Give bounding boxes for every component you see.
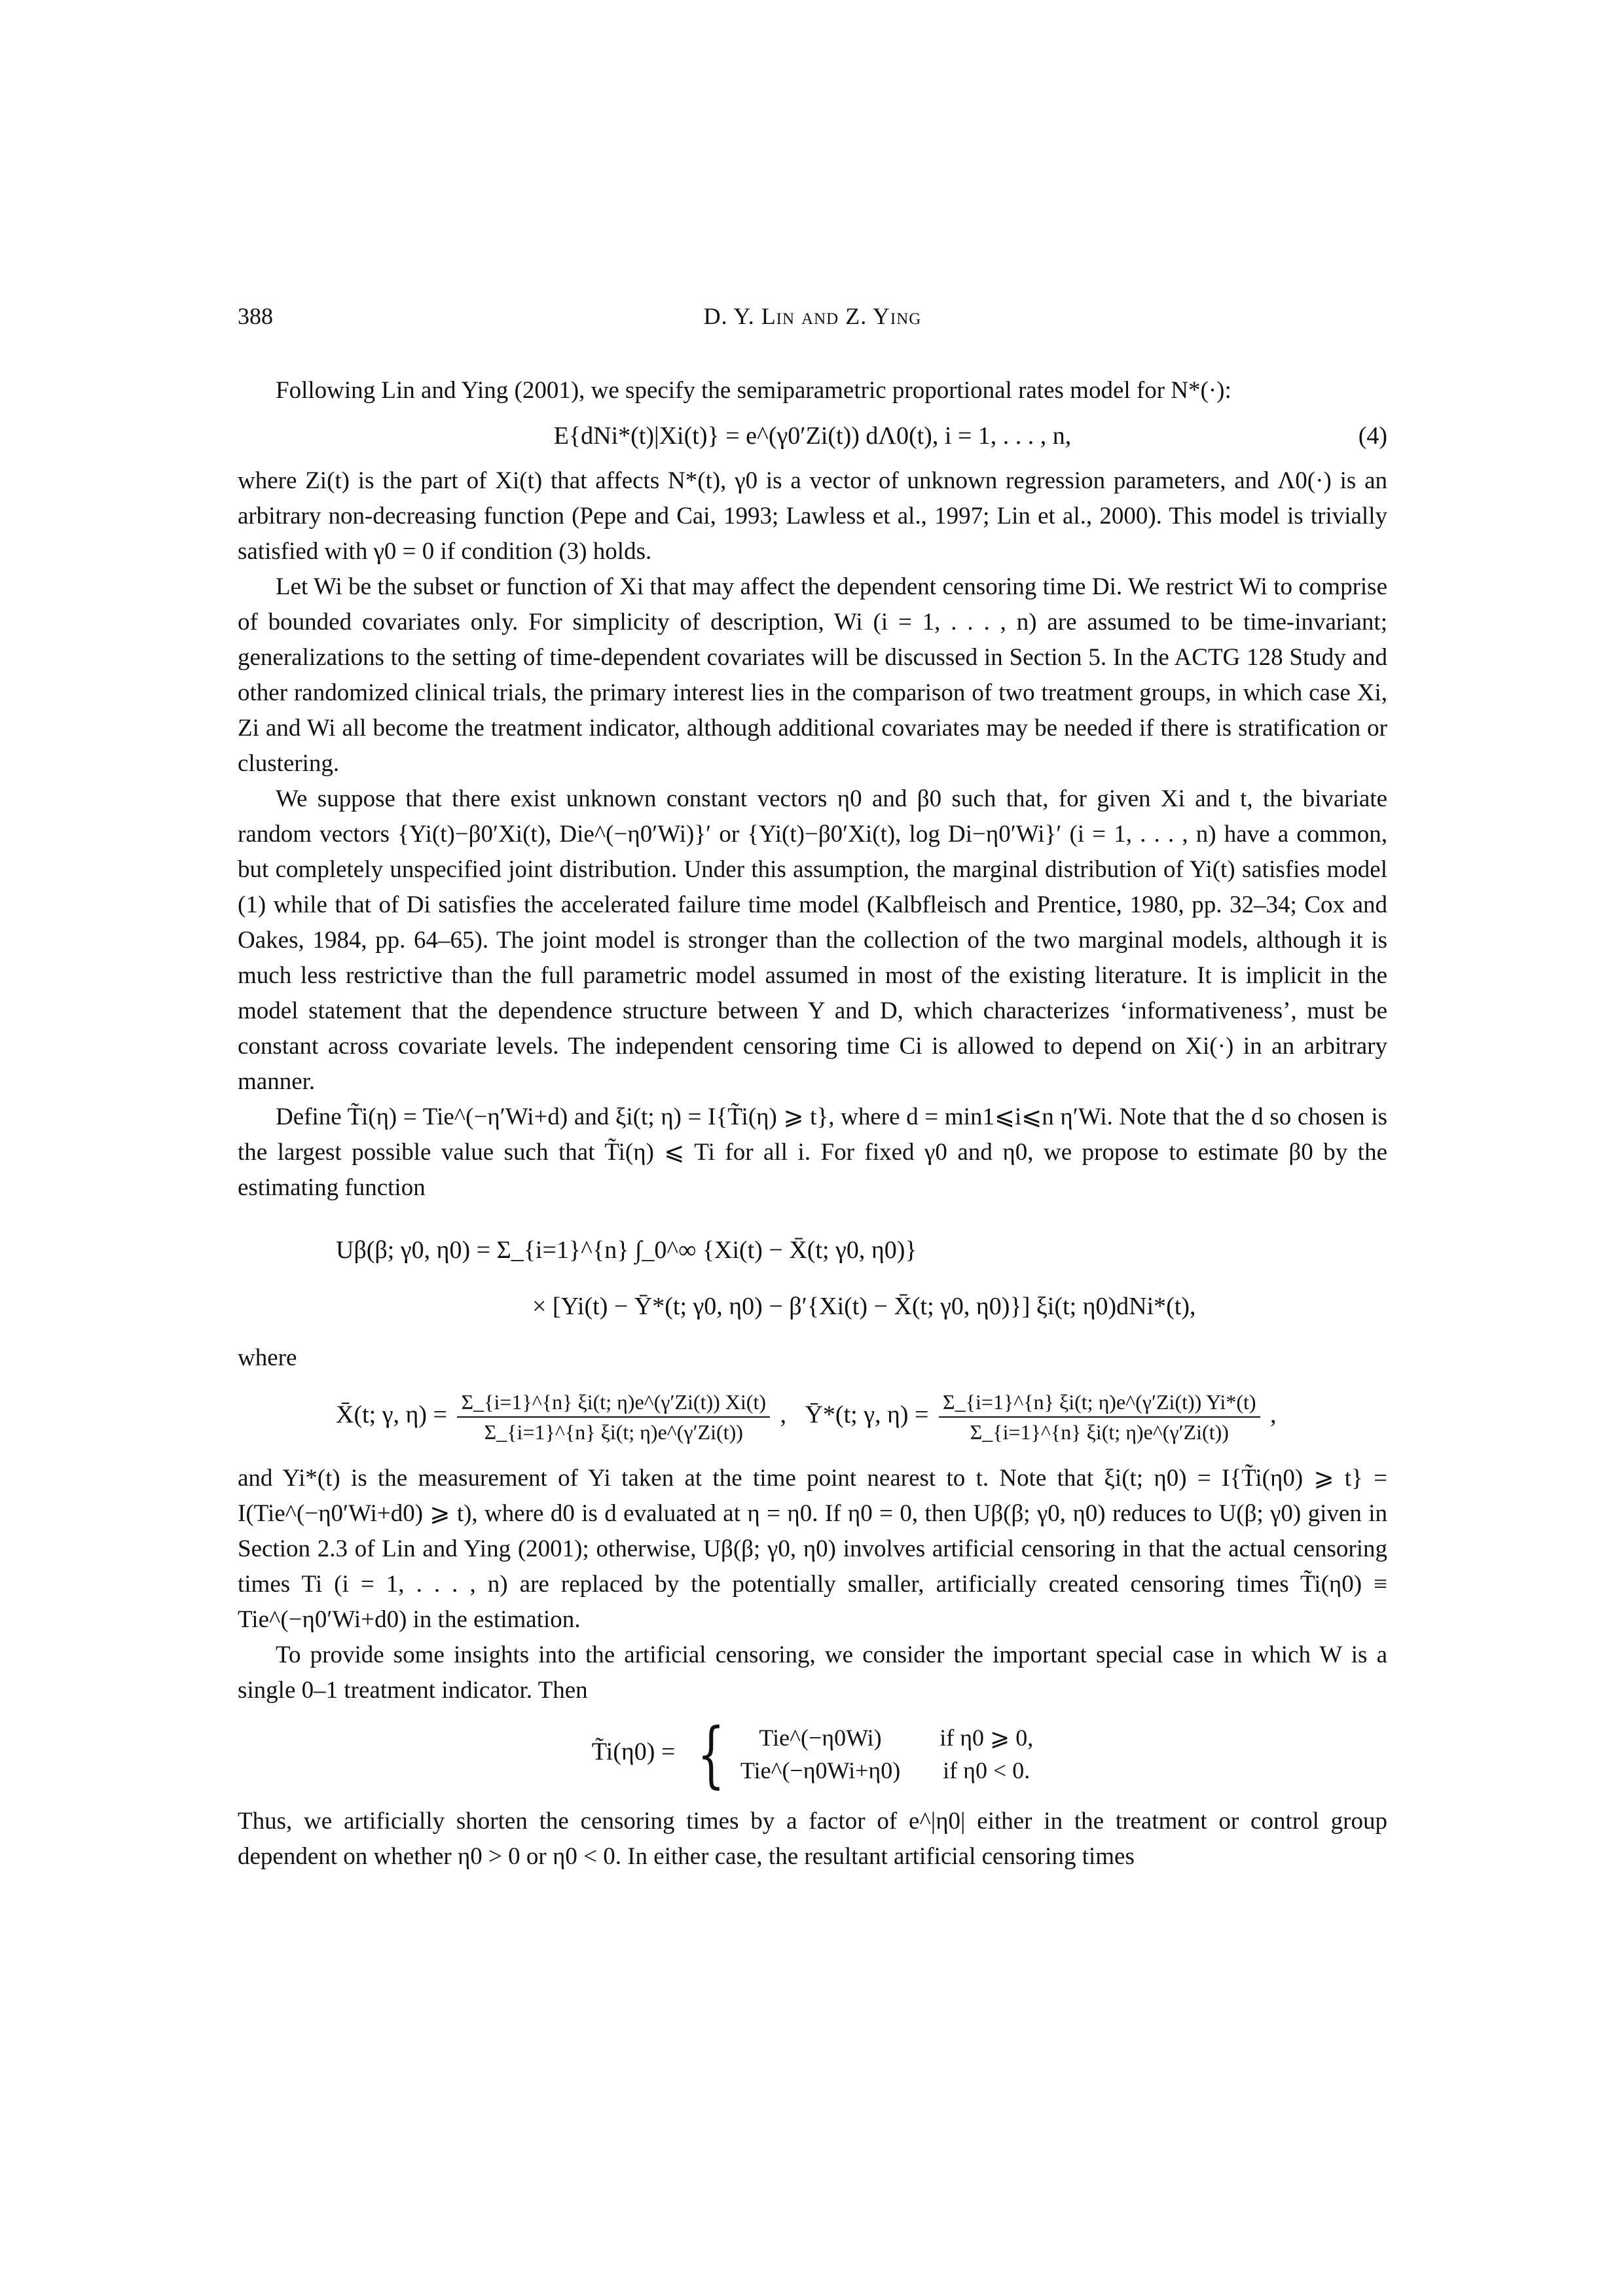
page-header bbox=[238, 302, 1387, 335]
paragraph-7: and Yi*(t) is the measurement of Yi taken at the time point nearest to t. Note that ξi(t; η0) = I{T̃i(η0) ⩾ t} = I(Tie^(−η0′Wi+d0) ⩾ t), where d0 is d evaluated at η = η0. If η0 = 0, then Uβ(β; γ0, η0) reduces to U(β; γ0) given in Section 2.3 of Lin and Ying (2001); otherwise, Uβ(β; γ0, η0) involves artificial censoring in that the actual censoring times Ti (i = 1, . . . , n) are replaced by the potentially smaller, artificially created censoring times T̃i(η0) ≡ Tie^(−η0′Wi+d0) in the estimation. bbox=[238, 1465, 1387, 1633]
paragraph-5: Define T̃i(η) = Tie^(−η′Wi+d) and ξi(t; η) = I{T̃i(η) ⩾ t}, where d = min1⩽i⩽n η′Wi. Note that the d so chosen is the largest possible value such that T̃i(η) ⩽ Ti for all i. For fixed γ0 and η0, we propose to estimate β0 by the estimating function bbox=[238, 1103, 1387, 1201]
equation-number: (4) bbox=[1358, 422, 1387, 450]
page-number: 388 bbox=[238, 303, 273, 329]
case-2-condition: if η0 < 0. bbox=[943, 1757, 1030, 1784]
paragraph-4: We suppose that there exist unknown constant vectors η0 and β0 such that, for given Xi and t, the bivariate random vectors {Yi(t)−β0′Xi(t), Die^(−η0′Wi)}′ or {Yi(t)−β0′Xi(t), log Di−η0′Wi}′ (i = 1, . . . , n) have a common, but completely unspecified joint distribution. Under this assumption, the marginal distribution of Yi(t) satisfies model (1) while that of Di satisfies the accelerated failure time model (Kalbfleisch and Prentice, 1980, pp. 32–34; Cox and Oakes, 1984, pp. 64–65). The joint model is stronger than the collection of the two marginal models, although it is much less restrictive than the full parametric model assumed in most of the existing literature. It is implicit in the model statement that the dependence structure between Y and D, which characterizes ‘informativeness’, must be constant across covariate levels. The independent censoring time Ci is allowed to depend on Xi(·) in an arbitrary manner. bbox=[238, 785, 1387, 1095]
estimating-function-line-2: × [Yi(t) − Ȳ*(t; γ0, η0) − β′{Xi(t) − X̄(t; γ0, η0)}] ξi(t; η0)dNi*(t), bbox=[532, 1293, 1196, 1320]
xbar-lhs: X̄(t; γ, η) = bbox=[336, 1401, 447, 1429]
estimating-function-line-1: Uβ(β; γ0, η0) = Σ_{i=1}^{n} ∫_0^∞ {Xi(t) − X̄(t; γ0, η0)} bbox=[336, 1236, 917, 1264]
estimating-function-equation bbox=[336, 1232, 1387, 1325]
case-2-expression: Tie^(−η0Wi+η0) bbox=[740, 1757, 901, 1784]
mean-definitions-equation: X̄(t; γ, η) = $\frac{\Sigma\_\{i=1\}\^{}\{n\} \xi i(t; \eta)e\^{}(\gamma'Zi(t)) Xi(t)}{\Sigma\_\{i=1\}\^{}\{n\} \xi i(t; \eta)e\^{}(\gamma'Zi(t))}$ , Ȳ*(t; γ, η) = $\frac{\Sigma\_\{i=1\}\^{}\{n\} \xi i(t; \eta)e\^{}(\gamma'Zi(t)) Yi*(t)}{\Sigma\_\{i=1\}\^{}\{n\} \xi i(t; \eta)e\^{}(\gamma'Zi(t))}$ , bbox=[336, 1390, 1277, 1444]
paragraph-9: Thus, we artificially shorten the censoring times by a factor of e^|η0| either in the treatment or control group dependent on whether η0 > 0 or η0 < 0. In either case, the resultant artificial censoring times bbox=[238, 1808, 1387, 1870]
xbar-numerator: Σ_{i=1}^{n} ξi(t; η)e^(γ′Zi(t)) Xi(t) bbox=[457, 1389, 770, 1418]
case-1-condition: if η0 ⩾ 0, bbox=[939, 1725, 1034, 1751]
equation-4 bbox=[238, 418, 1387, 454]
case-1-expression: Tie^(−η0Wi) bbox=[759, 1725, 882, 1751]
running-head: D. Y. Lin and Z. Ying bbox=[703, 303, 922, 329]
xbar-fraction bbox=[457, 1389, 770, 1445]
ybar-fraction bbox=[939, 1389, 1260, 1445]
ybar-lhs: Ȳ*(t; γ, η) = bbox=[805, 1401, 929, 1429]
left-brace: { bbox=[697, 1712, 725, 1796]
cases-grid bbox=[740, 1723, 1033, 1785]
paragraph-2: where Zi(t) is the part of Xi(t) that affects N*(t), γ0 is a vector of unknown regression parameters, and Λ0(·) is an arbitrary non-decreasing function (Pepe and Cai, 1993; Lawless et al., 1997; Lin et al., 2000). This model is trivially satisfied with γ0 = 0 if condition (3) holds. bbox=[238, 467, 1387, 565]
paragraph-3: Let Wi be the subset or function of Xi that may affect the dependent censoring time Di. We restrict Wi to comprise of bounded covariates only. For simplicity of description, Wi (i = 1, . . . , n) are assumed to be time-invariant; generalizations to the setting of time-dependent covariates will be discussed in Section 5. In the ACTG 128 Study and other randomized clinical trials, the primary interest lies in the comparison of two treatment groups, in which case Xi, Zi and Wi all become the treatment indicator, although additional covariates may be needed if there is stratification or clustering. bbox=[238, 573, 1387, 777]
xbar-denominator: Σ_{i=1}^{n} ξi(t; η)e^(γ′Zi(t)) bbox=[484, 1420, 743, 1444]
paragraph-8: To provide some insights into the artificial censoring, we consider the important special case in which W is a single 0–1 treatment indicator. Then bbox=[238, 1641, 1387, 1704]
paragraph-1: Following Lin and Ying (2001), we specify the semiparametric proportional rates model for N*(·): bbox=[276, 377, 1231, 404]
article-body bbox=[238, 373, 1387, 1874]
equation-4-expression: E{dNi*(t)|Xi(t)} = e^(γ0′Zi(t)) dΛ0(t), i = 1, . . . , n, bbox=[553, 422, 1072, 450]
ybar-numerator: Σ_{i=1}^{n} ξi(t; η)e^(γ′Zi(t)) Yi*(t) bbox=[939, 1389, 1260, 1418]
cases-block bbox=[682, 1712, 1034, 1796]
paragraph-6: where bbox=[238, 1344, 297, 1371]
ybar-denominator: Σ_{i=1}^{n} ξi(t; η)e^(γ′Zi(t)) bbox=[970, 1420, 1229, 1444]
artificial-censoring-equation bbox=[238, 1712, 1387, 1796]
ttilde-lhs: T̃i(η0) = bbox=[591, 1738, 676, 1766]
